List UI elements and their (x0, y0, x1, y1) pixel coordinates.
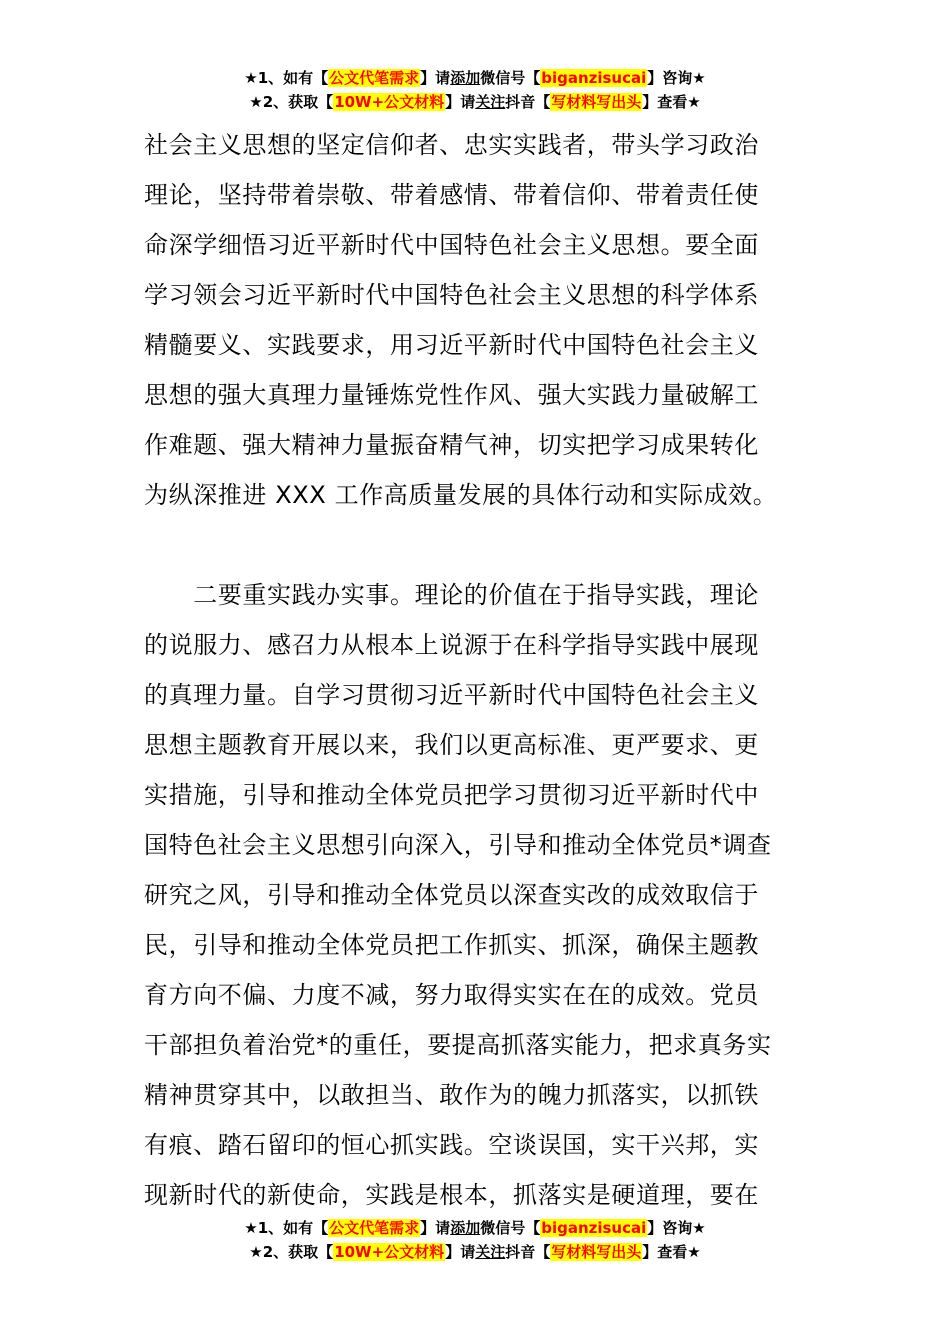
text-line: 精神贯穿其中，以敢担当、敢作为的魄力抓落实，以抓铁 (144, 1081, 759, 1109)
text-line: 国特色社会主义思想引向深入，引导和推动全体党员*调查 (144, 831, 772, 859)
text-line: 二要重实践办实事。理论的价值在于指导实践，理论 (144, 581, 759, 609)
banner-highlight: 公文代笔需求 (329, 69, 420, 87)
banner-emphasis: 关注 (475, 1243, 506, 1261)
banner-text: ★1、如有【 (244, 1219, 329, 1237)
banner-text: ★1、如有【 (244, 69, 329, 87)
text-line: 作难题、强大精神力量振奋精气神，切实把学习成果转化 (144, 431, 759, 459)
banner-text: 微信号【 (480, 1219, 541, 1237)
text-line: 的真理力量。自学习贯彻习近平新时代中国特色社会主义 (144, 681, 759, 709)
banner-text: 抖音【 (505, 1243, 551, 1261)
banner-line-2 (0, 1240, 950, 1264)
document-body (144, 120, 810, 1220)
banner-line-1 (0, 1216, 950, 1240)
banner-text: 】请 (420, 1219, 451, 1237)
text-line: 有痕、踏石留印的恒心抓实践。空谈误国，实干兴邦，实 (144, 1131, 759, 1159)
footer-banner (0, 1216, 950, 1264)
banner-text: 】请 (445, 93, 476, 111)
banner-highlight: 写材料写出头 (551, 1243, 642, 1261)
banner-text: 微信号【 (480, 69, 541, 87)
header-banner (0, 66, 950, 114)
text-line: 干部担负着治党*的重任，要提高抓落实能力，把求真务实 (144, 1031, 772, 1059)
banner-highlight: biganzisucai (541, 69, 647, 87)
text-line: 民，引导和推动全体党员把工作抓实、抓深，确保主题教 (144, 931, 759, 959)
banner-text: 】请 (445, 1243, 476, 1261)
text-line: 社会主义思想的坚定信仰者、忠实实践者，带头学习政治 (144, 131, 759, 159)
banner-text: ★2、获取【 (249, 1243, 334, 1261)
banner-text: 】咨询★ (647, 1219, 706, 1237)
banner-highlight: 写材料写出头 (551, 93, 642, 111)
text-line: 学习领会习近平新时代中国特色社会主义思想的科学体系 (144, 281, 759, 309)
paragraph-2 (144, 570, 810, 1220)
text-line: 为纵深推进 XXX 工作高质量发展的具体行动和实际成效。 (144, 481, 778, 509)
banner-emphasis: 添加 (450, 69, 481, 87)
banner-text: 】请 (420, 69, 451, 87)
banner-highlight: 10W+公文材料 (334, 1243, 445, 1261)
banner-line-1 (0, 66, 950, 90)
banner-text: 】咨询★ (647, 69, 706, 87)
banner-text: 】查看★ (642, 93, 701, 111)
text-line: 实措施，引导和推动全体党员把学习贯彻习近平新时代中 (144, 781, 759, 809)
banner-highlight: 公文代笔需求 (329, 1219, 420, 1237)
banner-highlight: biganzisucai (541, 1219, 647, 1237)
text-line: 理论，坚持带着崇敬、带着感情、带着信仰、带着责任使 (144, 181, 759, 209)
text-line: 研究之风，引导和推动全体党员以深查实改的成效取信于 (144, 881, 759, 909)
text-line: 命深学细悟习近平新时代中国特色社会主义思想。要全面 (144, 231, 759, 259)
paragraph-1 (144, 120, 810, 520)
text-line: 思想的强大真理力量锤炼党性作风、强大实践力量破解工 (144, 381, 759, 409)
banner-line-2 (0, 90, 950, 114)
text-line: 现新时代的新使命，实践是根本，抓落实是硬道理，要在 (144, 1181, 759, 1209)
paragraph-gap (144, 520, 810, 570)
text-line: 育方向不偏、力度不减，努力取得实实在在的成效。党员 (144, 981, 759, 1009)
text-line: 的说服力、感召力从根本上说源于在科学指导实践中展现 (144, 631, 759, 659)
banner-emphasis: 关注 (475, 93, 506, 111)
banner-text: 】查看★ (642, 1243, 701, 1261)
banner-emphasis: 添加 (450, 1219, 481, 1237)
banner-text: ★2、获取【 (249, 93, 334, 111)
banner-highlight: 10W+公文材料 (334, 93, 445, 111)
text-line: 精髓要义、实践要求，用习近平新时代中国特色社会主义 (144, 331, 759, 359)
banner-text: 抖音【 (505, 93, 551, 111)
text-line: 思想主题教育开展以来，我们以更高标准、更严要求、更 (144, 731, 759, 759)
